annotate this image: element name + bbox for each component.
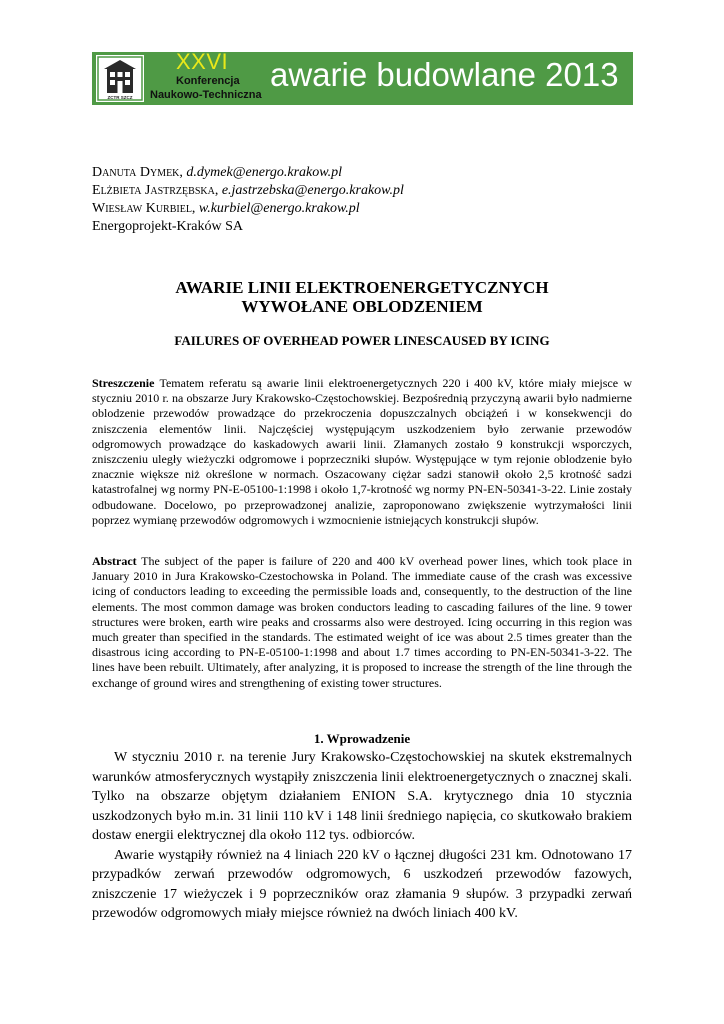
abstract-english (92, 554, 632, 691)
author-email: d.dymek@energo.krakow.pl (186, 165, 342, 180)
abstract-text: The subject of the paper is failure of 220 and 400 kV overhead power lines, which took place in January 2010 in Jura Krakowsko-Czestochowska in Poland. The immediate cause of the crash was excessive icing of conductors leading to exceeding the permissible loads and, consequently, to the destruction of the line elements. The most common damage was broken conductors leading to cascading failures of the line. 9 tower structures were broken, earth wire peaks and crossarms also were destroyed. Icing occurring in this region was much greater than specified in the standards. The estimated weight of ice was about 2.5 times greater than the disastrous icing according to PN-E-05100-1:1998 and about 1.7 times according to PN-EN-50341-3-22. The lines have been rebuilt. Ultimately, after analyzing, it is proposed to increase the strength of the line through the exchange of ground wires and strengthening of existing tower structures. (92, 554, 632, 690)
paper-title-polish: AWARIE LINII ELEKTROENERGETYCZNYCH WYWOŁANE OBLODZENIEM (175, 278, 549, 316)
section-heading: 1. Wprowadzenie (313, 731, 411, 746)
conference-edition: XXVI (176, 52, 229, 74)
conference-logo (96, 55, 144, 102)
abstract-label: Streszczenie (92, 376, 155, 390)
author-line: Wiesław Kurbiel, w.kurbiel@energo.krakow.pl (92, 201, 360, 216)
author-email: e.jastrzebska@energo.krakow.pl (221, 183, 404, 198)
paper-title-english: FAILURES OF OVERHEAD POWER LINESCAUSED BY ICING (174, 333, 550, 348)
abstract-text: Tematem referatu są awarie linii elektroenergetycznych 220 i 400 kV, które miały miejsce w styczniu 2010 r. na obszarze Jury Krakowsko-Częstochowskiej. Bezpośrednią przyczyną awarii było nadmierne oblodzenie przewodów prowadzące do przekroczenia dopuszczalnych obciążeń i w konsekwencji do zniszczenia elementów linii. Najczęściej występującym uszkodzeniem było zerwanie przewodów odgromowych prowadzące do kaskadowych awarii linii. Złamanych zostało 9 konstrukcji wsporczych, zniszczeniu uległy wieżyczki odgromowe i poprzeczniki słupów. Występujące w tym rejonie oblodzenie było znacznie większe niż określone w normach. Oszacowany ciężar sadzi stanowił około 2,5 krotność sadzi katastrofalnej wg normy PN-E-05100-1:1998 i około 1,7-krotność wg normy PN-EN-50341-3-22. Linie zostały odbudowane. Docelowo, po przeprowadzonej analizie, zaproponowano zwiększenie wytrzymałości linii poprzez wymianę przewodów odgromowych i wzmocnienie istniejących konstrukcji słupów. (92, 376, 632, 527)
svg-text:ZCTR SZCZ: ZCTR SZCZ (107, 95, 133, 100)
conference-banner (92, 52, 633, 105)
affiliation: Energoprojekt-Kraków SA (92, 219, 243, 234)
author-block (92, 164, 632, 236)
paragraph: Awarie wystąpiły również na 4 liniach 220 kV o łącznej długości 231 km. Odnotowano 17 przypadków zerwań przewodów odgromowych, 6 uszkodzeń przewodów fazowych, zniszczenie 17 wieżyczek i 9 poprzeczników oraz złamania 9 słupów. 3 przypadki zerwań przewodów odgromowych miały miejsce również na dwóch liniach 400 kV. (92, 847, 632, 921)
author-line: Danuta Dymek, d.dymek@energo.krakow.pl (92, 165, 342, 180)
conference-type: Naukowo-Techniczna (150, 89, 262, 101)
conference-title: awarie budowlane 2013 (270, 56, 619, 93)
abstract-label: Abstract (92, 554, 137, 568)
section-body (92, 748, 632, 924)
paragraph: W styczniu 2010 r. na terenie Jury Krakowsko-Częstochowskiej na skutek ekstremalnych warunków atmosferycznych wystąpiły zniszczenia linii elektroenergetycznych o znacznej skali. Tylko na obszarze objętym działaniem ENION S.A. krytycznego dnia 10 stycznia uszkodzonych było m.in. 31 linii 110 kV i 148 linii średniego napięcia, co skutkowało brakiem dostaw energii elektrycznej dla około 112 tys. odbiorców. (92, 750, 632, 843)
author-email: w.kurbiel@energo.krakow.pl (198, 201, 360, 216)
building-logo-icon (96, 55, 144, 102)
abstract-polish (92, 376, 632, 528)
conference-label: Konferencja (176, 75, 240, 87)
author-line: Elżbieta Jastrzębska, e.jastrzebska@energo.krakow.pl (92, 183, 404, 198)
